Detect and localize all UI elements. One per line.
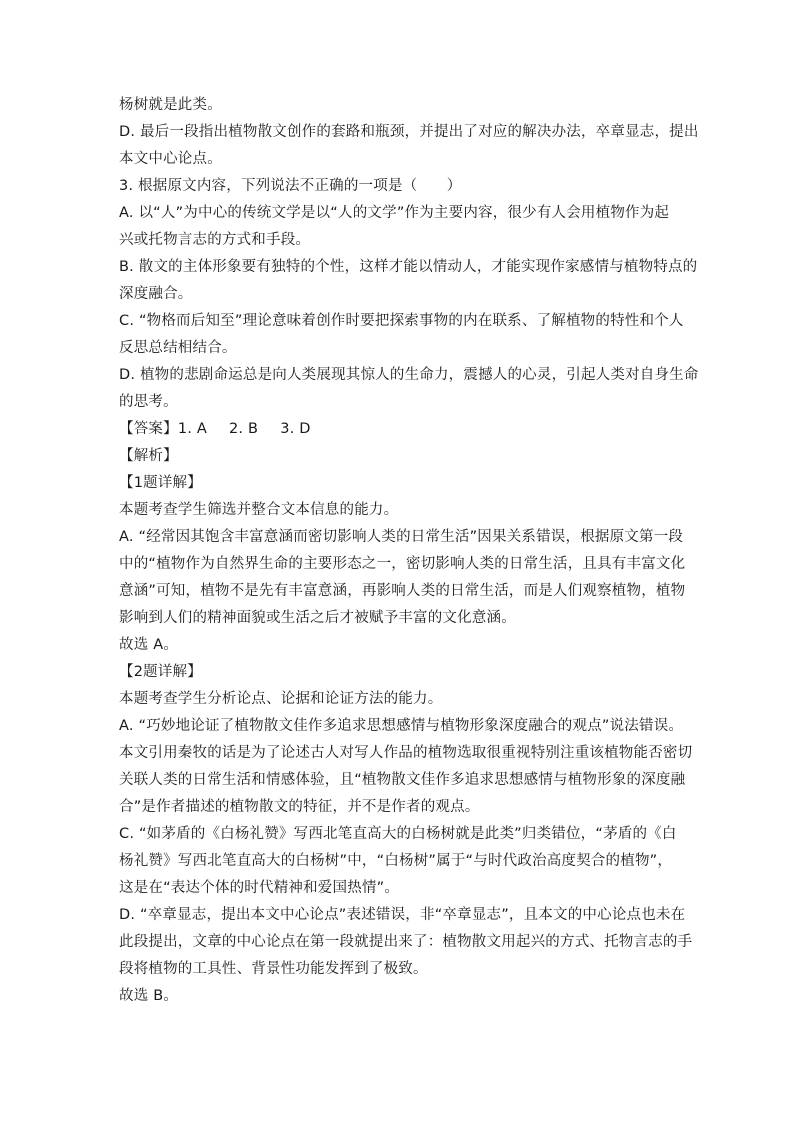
q1-conclusion: 故选 A。 [119,637,179,653]
text-line: 这是在“表达个体的时代精神和爱国热情”。 [119,880,400,896]
answer-item: 1. A [177,421,207,437]
text-line: 合”是作者描述的植物散文的特征，并不是作者的观点。 [119,799,480,815]
text-line: 深度融合。 [119,286,193,302]
q2-heading: 【2题详解】 [119,664,202,680]
text-line: 兴或托物言志的方式和手段。 [119,232,311,248]
text-line: A. “巧妙地论证了植物散文佳作多追求思想感情与植物形象深度融合的观点”说法错误。 [119,718,684,734]
text-line: 中的“植物作为自然界生命的主要形态之一，密切影响人类的日常生活，且具有丰富文化 [119,556,686,572]
text-line: A. “经常因其饱含丰富意涵而密切影响人类的日常生活”因果关系错误，根据原文第一段 [119,529,684,545]
option-c: C. “物格而后知至”理论意味着创作时要把探索事物的内在联系、了解植物的特性和个人 [119,313,684,329]
text-line: 的思考。 [119,394,178,410]
text-line: 此段提出，文章的中心论点在第一段就提出来了：植物散文用起兴的方式、托物言志的手 [119,934,693,950]
analysis-label: 【解析】 [119,448,178,464]
text-line: 反思总结相结合。 [119,340,237,356]
option-b: B. 散文的主体形象要有独特的个性，这样才能以情动人，才能实现作家感情与植物特点的 [119,259,698,275]
text-line: 本文中心论点。 [119,151,222,167]
answer-label: 【答案】 [119,421,178,437]
question-3-stem: 3. 根据原文内容，下列说法不正确的一项是（ ） [119,178,462,194]
text-line: 本文引用秦牧的话是为了论述古人对写人作品的植物选取很重视特别注重该植物能否密切 [119,745,693,761]
option-a: A. 以“人”为中心的传统文学是以“人的文学”作为主要内容，很少有人会用植物作为起 [119,205,670,221]
text-line: 影响到人们的精神面貌或生活之后才被赋予丰富的文化意涵。 [119,610,516,626]
text-line: D. “卒章显志，提出本文中心论点”表述错误，非“卒章显志”，且本文的中心论点也未在 [119,907,686,923]
answer-row [119,416,679,443]
text-line: D. 最后一段指出植物散文创作的套路和瓶颈，并提出了对应的解决办法，卒章显志，提出 [119,124,699,140]
text-line: 杨礼赞》写西北笔直高大的白杨树”中，“白杨树”属于“与时代政治高度契合的植物”， [119,853,673,869]
q1-heading: 【1题详解】 [119,475,202,491]
answer-item: 2. B [228,421,259,437]
document-body [119,92,699,1010]
text-line: 本题考查学生筛选并整合文本信息的能力。 [119,502,399,518]
q2-conclusion: 故选 B。 [119,988,179,1004]
answer-item: 3. D [280,421,311,437]
text-line: 关联人类的日常生活和情感体验，且“植物散文佳作多追求思想感情与植物形象的深度融 [119,772,686,788]
text-line: 意涵”可知，植物不是先有丰富意涵，再影响人类的日常生活，而是人们观察植物，植物 [119,583,686,599]
text-line: 段将植物的工具性、背景性功能发挥到了极致。 [119,961,428,977]
text-line: C. “如茅盾的《白杨礼赞》写西北笔直高大的白杨树就是此类”归类错位，“茅盾的《白 [119,826,677,842]
text-line: 杨树就是此类。 [119,97,222,113]
text-line: 本题考查学生分析论点、论据和论证方法的能力。 [119,691,443,707]
option-d: D. 植物的悲剧命运总是向人类展现其惊人的生命力，震撼人的心灵，引起人类对自身生命 [119,367,699,383]
